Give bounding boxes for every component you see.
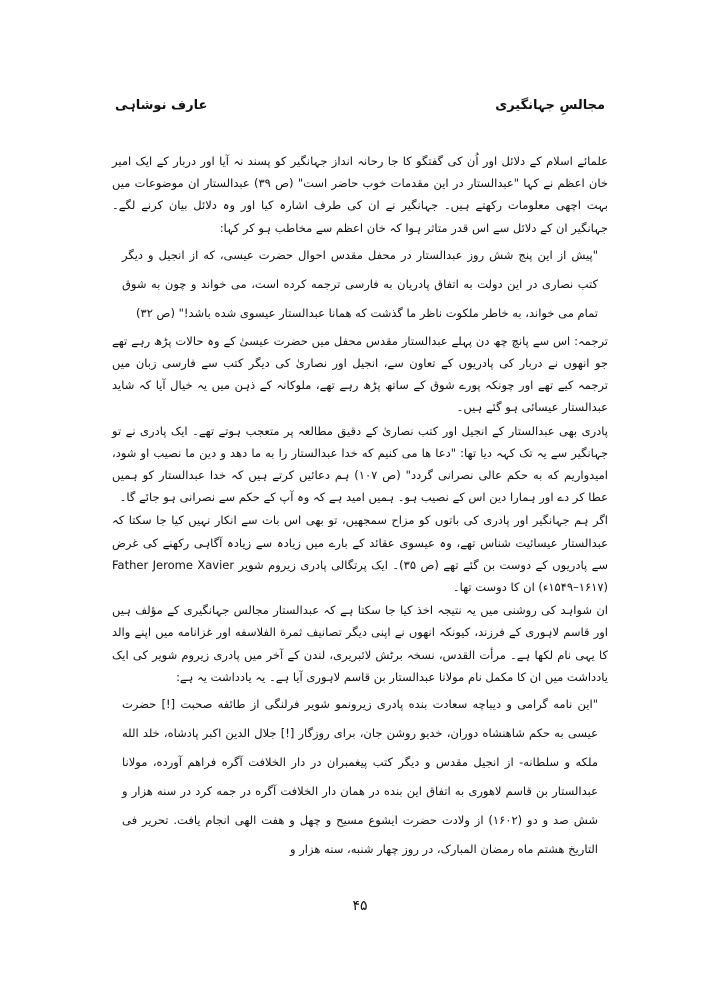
- paragraph-3: پادری بھی عبدالستار کے انجیل اور کتب نصاریٰ کے دقیق مطالعہ پر متعجب ہوتے تھے۔ ایک پادری نے تو جہانگیر سے یہ تک کہہ دیا تھا: "دعا ها می کنیم که خدا عبدالستار را به ما دهد و دین ما نصیب او شود، امیدواریم که به حکم عالی نصرانی گردد" (ص ۱۰۷) ہم دعائیں کرتے ہیں کہ خدا عبدالستار کو ہمیں عطا کر دے اور ہمارا دین اس کے نصیب ہو۔ ہمیں امید ہے کہ وہ آپ کے حکم سے نصرانی ہو جائے گا۔: [112, 423, 608, 505]
- paragraph-4: اگر ہم جہانگیر اور پادری کی باتوں کو مزاح سمجھیں، تو بھی اس بات سے انکار نہیں کیا جا سکتا کہ عبدالستار عیسائیت شناس تھے، وہ عیسوی عقائد کے بارے میں زیادہ سے زیادہ آگاہی رکھنے کی غرض سے پادریوں کے دوست بن گئے تھے (ص ۳۵)۔ ایک پرتگالی پادری زیروم شویر Father Jerome Xavier (۱۵۴۹–۱۶۱۷ء) ان کا دوست تھا۔: [112, 513, 608, 595]
- page-number: ۴۵: [352, 898, 368, 914]
- running-header: [115, 98, 605, 120]
- paragraph-5: ان شواہد کی روشنی میں یہ نتیجہ اخذ کیا جا سکتا ہے کہ عبدالستار مجالس جہانگیری کے مؤلف ہیں اور قاسم لاہوری کے فرزند، کیونکہ انھوں نے اپنی دیگر تصانیف ثمرة الفلاسفه اور غزانامه میں اپنے والد کا یہی نام لکھا ہے۔ مرأت القدس، نسخہ برٹش لائبریری، لندن کے آخر میں پادری زیروم شویر کی ایک یادداشت میں ان کا مکمل نام مولانا عبدالستار بن قاسم لاہوری آیا ہے۔ یہ یادداشت یہ ہے:: [112, 603, 608, 684]
- paragraph-translation: ترجمہ: اس سے پانچ چھ دن پہلے عبدالستار مقدس محفل میں حضرت عیسیٰ کے وہ حالات پڑھ رہے تھے جو انھوں نے دربار کی پادریوں کے تعاون سے، انجیل اور نصاریٰ کی دیگر کتب سے فارسی زبان میں ترجمہ کیے تھے اور چونکہ پورے شوق کے ساتھ پڑھ رہے تھے، ملوکانہ کے ذہن میں یہ خیال آیا کہ شاید عبدالستار عیسائی ہو گئے ہیں۔: [112, 333, 608, 415]
- body-text: [112, 150, 608, 866]
- header-book-title: مجالسِ جہانگیری: [495, 98, 605, 113]
- paragraph-1: علمائے اسلام کے دلائل اور اُن کی گفتگو کا جا رحانہ انداز جہانگیر کو پسند نہ آیا اور دربار کے ایک امیر خان اعظم نے کہا "عبدالستار در این مقدمات خوب حاضر است" (ص ۳۹) عبدالستار ان موضوعات میں بہت اچھی معلومات رکھتے ہیں۔ جہانگیر نے ان کی طرف اشارہ کیا اور وہ دلائل بیان کرنے لگے۔ جہانگیر ان کے دلائل سے اس قدر متاثر ہوا کہ خان اعظم سے مخاطب ہو کر کہا:: [112, 154, 608, 235]
- persian-quote-2: "این نامه گرامی و دیباچه سعادت بنده پادری زیرونمو شویر فرلنگی از طائفه صحبت [!] حضرت عیسی به حکم شاهنشاه دوران، خدیو روشن جان، برای روزگار [!] جلال الدین اکبر پادشاه، خلد الله ملکه و سلطانه- از انجیل مقدس و دیگر کتب پیغمبران در دار الخلافت آگره فراهم آورده، مولانا عبدالستار بن قاسم لاهوری به اتفاق این بنده در همان دار الخلافت آگره در جمه کرد در سنه هزار و شش صد و دو (۱۶۰۲) از ولادت حضرت ایشوع مسیح و چهل و هفت الهی انجام یافت. تحریر فی التاریخ هشتم ماه رمضان المبارک، در روز چهار شنبه، سنه هزار و: [122, 697, 599, 857]
- persian-quote-1: "پیش از این پنج شش روز عبدالستار در محفل مقدس احوال حضرت عیسی، که از انجیل و دیگر کتب نصاری در این دولت به اتفاق پادریان به فارسی ترجمه کرده است، می خواند و چون به شوق تمام می خواند، به خاطر ملکوت ناظر ما گذشت که همانا عبدالستار عیسوی شده باشد!" (ص ۳۲): [122, 247, 598, 320]
- header-author: عارف نوشاہی: [115, 98, 208, 113]
